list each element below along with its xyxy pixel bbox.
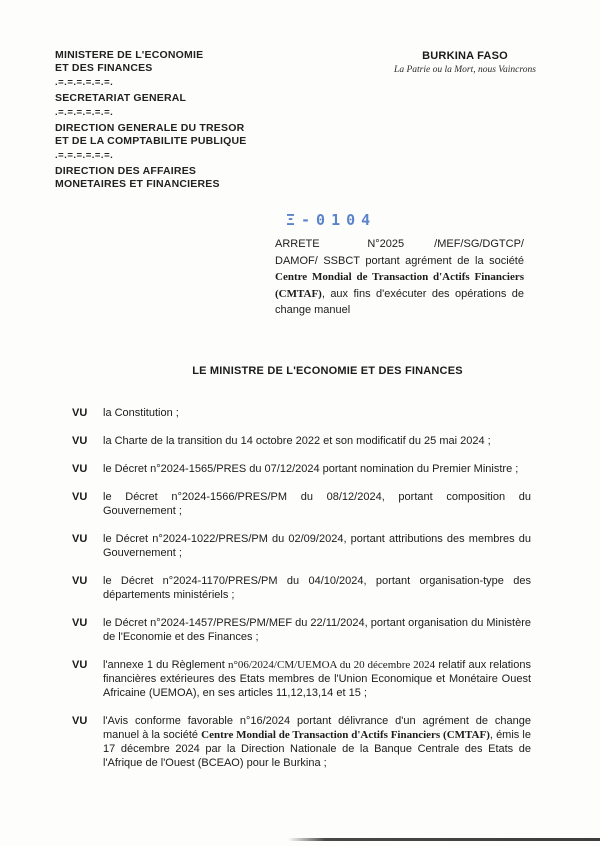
letterhead-separator: .=.=.=.=.=.=. — [55, 107, 114, 118]
ministry-name-line2: ET DES FINANCES — [55, 62, 153, 74]
secretariat-general: SECRETARIAT GENERAL — [55, 92, 187, 104]
registry-number-stamp: Ξ-0104 — [286, 211, 377, 229]
vu-label: VU — [72, 575, 88, 587]
vu-label: VU — [72, 407, 88, 419]
vu-label: VU — [72, 435, 88, 447]
vu-item-constitution — [72, 406, 531, 420]
vu-label: VU — [72, 659, 88, 671]
national-motto: La Patrie ou la Mort, nous Vaincrons — [394, 65, 536, 75]
direction-affaires-line2: MONETAIRES ET FINANCIERES — [55, 178, 220, 190]
decree-subject: ARRETE N°2025 /MEF/SG/DGTCP/ DAMOF/ SSBCT portant agrément de la société Centre Mondial de Transaction d'Actifs Financiers (CMTAF), aux fins d'exécuter des opérations de change manuel — [275, 238, 524, 316]
vu-text: l'annexe 1 du Règlement n°06/2024/CM/UEMOA du 20 décembre 2024 relatif aux relations financières extérieures des Etats membres de l'Union Economique et Monétaire Ouest Africaine (UEMOA), en ses articles 11,12,13,14 et 15 ; — [103, 659, 531, 699]
vu-clause-list — [72, 406, 531, 784]
vu-item-reglement-uemoa — [72, 658, 531, 700]
vu-item-decret-1170 — [72, 574, 531, 602]
vu-label: VU — [72, 715, 88, 727]
country-name: BURKINA FASO — [422, 50, 508, 62]
direction-tresor-line1: DIRECTION GENERALE DU TRESOR — [55, 122, 245, 134]
vu-text: le Décret n°2024-1457/PRES/PM/MEF du 22/11/2024, portant organisation du Ministère de l'Economie et des Finances ; — [103, 617, 531, 643]
vu-label: VU — [72, 463, 88, 475]
vu-text: le Décret n°2024-1565/PRES du 07/12/2024 portant nomination du Premier Ministre ; — [103, 463, 519, 475]
vu-text: le Décret n°2024-1566/PRES/PM du 08/12/2024, portant composition du Gouvernement ; — [103, 491, 531, 517]
letterhead-separator: .=.=.=.=.=.=. — [55, 150, 114, 161]
vu-text: la Charte de la transition du 14 octobre 2022 et son modificatif du 25 mai 2024 ; — [103, 435, 491, 447]
vu-label: VU — [72, 533, 88, 545]
letterhead-separator: .=.=.=.=.=.=. — [55, 77, 114, 88]
vu-item-charte-transition — [72, 434, 531, 448]
vu-text: la Constitution ; — [103, 407, 179, 419]
ministry-name-line1: MINISTERE DE L'ECONOMIE — [55, 49, 204, 61]
vu-item-avis-bceao — [72, 714, 531, 770]
vu-item-decret-1022 — [72, 532, 531, 560]
letterhead-right — [386, 50, 544, 75]
vu-label: VU — [72, 617, 88, 629]
vu-text: le Décret n°2024-1170/PRES/PM du 04/10/2024, portant organisation-type des départements ministériels ; — [103, 575, 531, 601]
vu-label: VU — [72, 491, 88, 503]
vu-item-decret-1565 — [72, 462, 531, 476]
vu-text: l'Avis conforme favorable n°16/2024 portant délivrance d'un agrément de change manuel à la société Centre Mondial de Transaction d'Actifs Financiers (CMTAF), émis le 17 décembre 2024 par la Direction Nationale de la Banque Centrale des Etats de l'Afrique de l'Ouest (BCEAO) pour le Burkina ; — [103, 715, 531, 769]
direction-tresor-line2: ET DE LA COMPTABILITE PUBLIQUE — [55, 135, 247, 147]
scan-artifact-line — [288, 838, 600, 841]
direction-affaires-line1: DIRECTION DES AFFAIRES — [55, 165, 197, 177]
vu-item-decret-1566 — [72, 490, 531, 518]
document-title: LE MINISTRE DE L'ECONOMIE ET DES FINANCES — [192, 365, 463, 377]
vu-text: le Décret n°2024-1022/PRES/PM du 02/09/2024, portant attributions des membres du Gouvernement ; — [103, 533, 531, 559]
letterhead-left — [55, 49, 247, 191]
vu-item-decret-1457 — [72, 616, 531, 644]
